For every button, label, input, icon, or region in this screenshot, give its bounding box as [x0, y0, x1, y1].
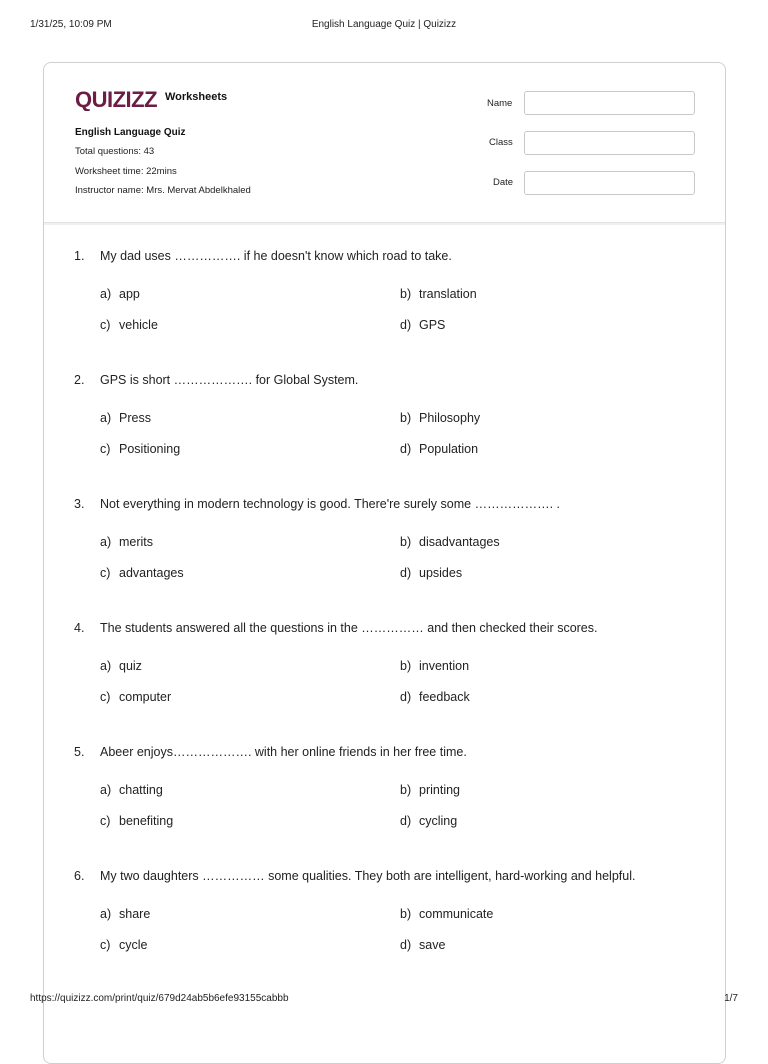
question-text: Not everything in modern technology is good. There're surely some ………………. .	[100, 497, 560, 511]
answer-option[interactable]	[400, 442, 478, 456]
answer-option[interactable]	[100, 411, 151, 425]
print-title: English Language Quiz | Quizizz	[311, 19, 457, 30]
print-datetime: 1/31/25, 10:09 PM	[30, 19, 112, 30]
option-letter: a)	[100, 907, 112, 921]
question-number: 1.	[74, 249, 85, 263]
option-letter: a)	[100, 659, 112, 673]
option-text: Population	[419, 442, 479, 456]
option-letter: d)	[400, 938, 412, 952]
option-text: share	[119, 907, 151, 921]
option-text: quiz	[119, 659, 142, 673]
option-text: benefiting	[119, 814, 174, 828]
worksheet-card	[43, 62, 726, 1064]
answer-option[interactable]	[100, 814, 173, 828]
answer-option[interactable]	[400, 783, 460, 797]
answer-option[interactable]	[400, 287, 477, 301]
option-letter: c)	[100, 938, 111, 952]
option-text: Press	[119, 411, 151, 425]
total-questions: Total questions: 43	[75, 146, 155, 157]
option-text: disadvantages	[419, 535, 500, 549]
option-text: save	[419, 938, 446, 952]
question-item	[44, 483, 725, 607]
answer-option[interactable]	[100, 535, 153, 549]
quiz-title: English Language Quiz	[75, 127, 186, 138]
date-field[interactable]	[524, 171, 695, 195]
answer-option[interactable]	[100, 566, 184, 580]
question-item	[44, 359, 725, 483]
print-footer	[0, 993, 768, 1007]
question-list	[44, 235, 725, 979]
name-field[interactable]	[524, 91, 695, 115]
question-item	[44, 855, 725, 979]
quizizz-logo-mark	[75, 87, 161, 111]
worksheet-header	[44, 63, 725, 223]
option-letter: d)	[400, 566, 412, 580]
answer-option[interactable]	[100, 690, 171, 704]
option-letter: b)	[400, 907, 412, 921]
question-number: 4.	[74, 621, 85, 635]
question-number: 3.	[74, 497, 85, 511]
option-text: invention	[419, 659, 470, 673]
question-text: My dad uses ……………. if he doesn't know which road to take.	[100, 249, 452, 263]
answer-option[interactable]	[400, 411, 480, 425]
option-text: chatting	[119, 783, 163, 797]
option-letter: d)	[400, 690, 412, 704]
option-letter: d)	[400, 318, 412, 332]
option-text: upsides	[419, 566, 463, 580]
answer-option[interactable]	[400, 566, 462, 580]
print-url: https://quizizz.com/print/quiz/679d24ab5b6efe93155cabbb	[30, 993, 289, 1004]
option-text: cycling	[419, 814, 458, 828]
option-text: Positioning	[119, 442, 181, 456]
option-letter: b)	[400, 535, 412, 549]
name-label: Name	[487, 98, 513, 109]
option-letter: a)	[100, 287, 112, 301]
option-letter: a)	[100, 783, 112, 797]
answer-option[interactable]	[400, 814, 457, 828]
option-text: computer	[119, 690, 172, 704]
answer-option[interactable]	[400, 907, 493, 921]
option-letter: b)	[400, 411, 412, 425]
option-text: vehicle	[119, 318, 158, 332]
option-text: GPS	[419, 318, 446, 332]
option-text: translation	[419, 287, 477, 301]
option-letter: a)	[100, 535, 112, 549]
question-number: 2.	[74, 373, 85, 387]
answer-option[interactable]	[400, 535, 500, 549]
option-text: printing	[419, 783, 460, 797]
option-letter: b)	[400, 783, 412, 797]
quizizz-logo	[75, 85, 161, 111]
option-letter: b)	[400, 287, 412, 301]
question-number: 6.	[74, 869, 85, 883]
class-field[interactable]	[524, 131, 695, 155]
answer-option[interactable]	[400, 938, 445, 952]
answer-option[interactable]	[100, 907, 150, 921]
quizizz-logo-text: QUIZIZZ	[75, 87, 158, 111]
answer-option[interactable]	[100, 287, 140, 301]
option-letter: d)	[400, 814, 412, 828]
option-letter: c)	[100, 566, 111, 580]
option-letter: a)	[100, 411, 112, 425]
question-item	[44, 235, 725, 359]
question-item	[44, 731, 725, 855]
question-text: The students answered all the questions in the …………… and then checked their scores.	[100, 621, 598, 635]
question-number: 5.	[74, 745, 85, 759]
option-text: merits	[119, 535, 154, 549]
question-item	[44, 607, 725, 731]
worksheets-label: Worksheets	[165, 91, 228, 103]
instructor-name: Instructor name: Mrs. Mervat Abdelkhaled	[75, 185, 251, 196]
print-header	[0, 19, 768, 33]
option-letter: b)	[400, 659, 412, 673]
class-label: Class	[489, 137, 513, 148]
question-text: Abeer enjoys………………. with her online friends in her free time.	[100, 745, 467, 759]
page-number: 1/7	[724, 993, 738, 1004]
option-text: cycle	[119, 938, 148, 952]
answer-option[interactable]	[400, 318, 445, 332]
option-text: Philosophy	[419, 411, 481, 425]
option-letter: c)	[100, 690, 111, 704]
option-letter: d)	[400, 442, 412, 456]
answer-option[interactable]	[100, 659, 142, 673]
option-text: communicate	[419, 907, 494, 921]
answer-option[interactable]	[100, 442, 180, 456]
answer-option[interactable]	[100, 783, 163, 797]
option-letter: c)	[100, 318, 111, 332]
date-label: Date	[493, 177, 514, 188]
option-letter: c)	[100, 442, 111, 456]
worksheet-time: Worksheet time: 22mins	[75, 166, 177, 177]
option-letter: c)	[100, 814, 111, 828]
answer-option[interactable]	[100, 938, 147, 952]
option-text: advantages	[119, 566, 184, 580]
answer-option[interactable]	[400, 690, 470, 704]
option-text: feedback	[419, 690, 470, 704]
answer-option[interactable]	[400, 659, 469, 673]
answer-option[interactable]	[100, 318, 158, 332]
option-text: app	[119, 287, 140, 301]
question-text: My two daughters …………… some qualities. They both are intelligent, hard-working and helpful.	[100, 869, 636, 883]
question-text: GPS is short ………………. for Global System.	[100, 373, 359, 387]
